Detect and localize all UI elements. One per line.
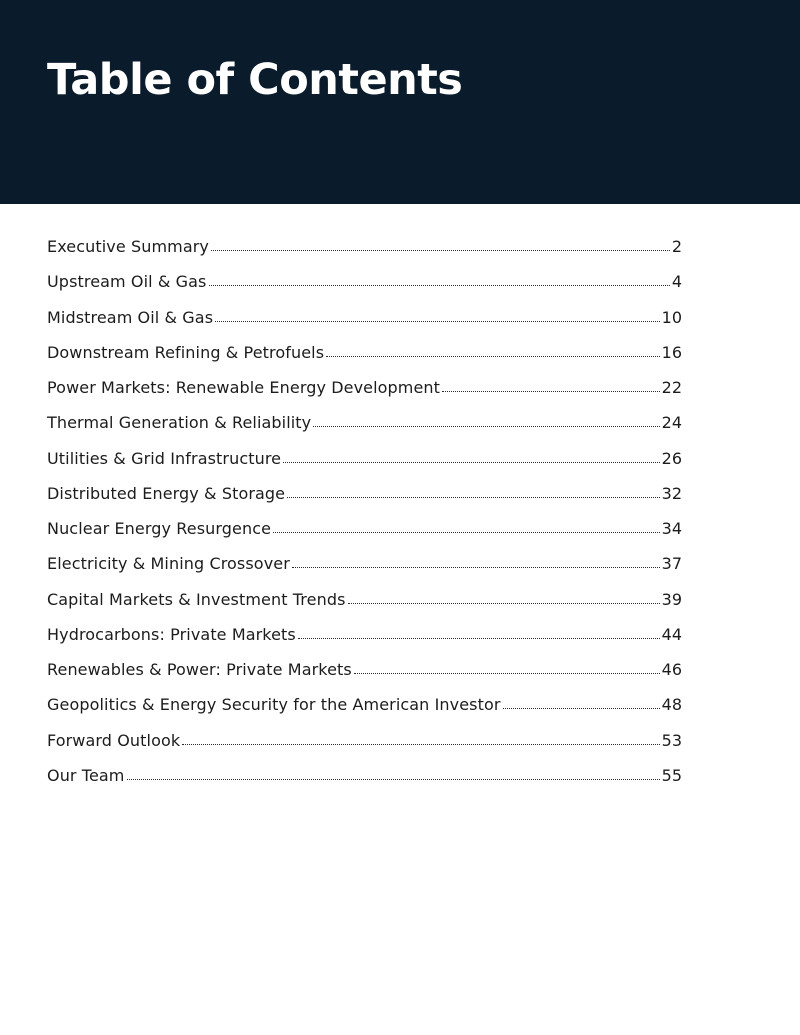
toc-entry-thermal-generation[interactable] [47,409,682,444]
header-band [0,0,800,204]
toc-entry-page-number: 55 [661,765,682,785]
toc-entry-page-number: 48 [661,695,682,715]
page-title: Table of Contents [47,55,463,105]
toc-entry-title: Power Markets: Renewable Energy Development [47,378,441,397]
toc-entry-page-number: 32 [661,483,682,503]
toc-entry-midstream-oil-gas[interactable] [47,304,682,339]
toc-entry-title: Distributed Energy & Storage [47,483,286,503]
toc-entry-nuclear-energy[interactable] [47,515,682,550]
toc-entry-executive-summary[interactable] [47,233,682,268]
toc-entry-title: Nuclear Energy Resurgence [47,519,272,538]
toc-entry-electricity-mining[interactable] [47,550,682,585]
toc-entry-page-number: 46 [661,660,682,679]
toc-entry-renewables-private[interactable] [47,656,682,691]
table-of-contents [47,233,682,797]
toc-entry-title: Geopolitics & Energy Security for the American Investor [47,695,501,715]
dot-leader [215,321,660,322]
dot-leader [211,250,670,251]
dot-leader [287,497,660,498]
dot-leader [313,426,659,427]
dot-leader [354,673,660,674]
toc-entry-distributed-energy[interactable] [47,480,682,515]
toc-entry-utilities-grid[interactable] [47,445,682,480]
dot-leader [298,638,660,639]
toc-entry-power-markets[interactable] [47,374,682,409]
toc-entry-page-number: 53 [661,730,682,750]
toc-entry-title: Electricity & Mining Crossover [47,554,290,574]
toc-entry-downstream-refining[interactable] [47,339,682,374]
toc-entry-capital-markets[interactable] [47,586,682,621]
toc-entry-title: Forward Outlook [47,730,181,750]
toc-entry-title: Thermal Generation & Reliability [47,413,312,433]
toc-entry-page-number: 26 [661,448,682,468]
toc-entry-title: Midstream Oil & Gas [47,307,214,327]
dot-leader [182,744,659,745]
toc-entry-title: Downstream Refining & Petrofuels [47,342,325,362]
toc-entry-page-number: 34 [661,519,682,538]
toc-entry-title: Hydrocarbons: Private Markets [47,624,296,644]
toc-entry-page-number: 24 [661,413,682,433]
toc-entry-page-number: 4 [671,272,682,292]
dot-leader [283,462,660,463]
toc-entry-hydrocarbons-private[interactable] [47,621,682,656]
dot-leader [209,285,670,286]
toc-entry-geopolitics[interactable] [47,691,682,726]
toc-entry-title: Utilities & Grid Infrastructure [47,448,282,468]
toc-entry-title: Upstream Oil & Gas [47,272,207,292]
dot-leader [273,532,660,533]
dot-leader [292,567,660,568]
dot-leader [442,391,660,392]
toc-entry-title: Renewables & Power: Private Markets [47,660,352,679]
toc-entry-page-number: 2 [671,237,682,256]
toc-entry-page-number: 22 [661,378,682,397]
toc-entry-title: Our Team [47,765,125,785]
dot-leader [348,603,660,604]
toc-entry-page-number: 16 [661,342,682,362]
toc-entry-title: Executive Summary [47,237,210,256]
toc-entry-page-number: 10 [661,307,682,327]
toc-entry-upstream-oil-gas[interactable] [47,268,682,303]
toc-entry-page-number: 44 [661,624,682,644]
toc-entry-page-number: 39 [661,589,682,609]
toc-entry-title: Capital Markets & Investment Trends [47,589,346,609]
toc-entry-page-number: 37 [661,554,682,574]
dot-leader [127,779,660,780]
toc-entry-forward-outlook[interactable] [47,727,682,762]
dot-leader [503,708,660,709]
dot-leader [326,356,659,357]
toc-entry-our-team[interactable] [47,762,682,797]
